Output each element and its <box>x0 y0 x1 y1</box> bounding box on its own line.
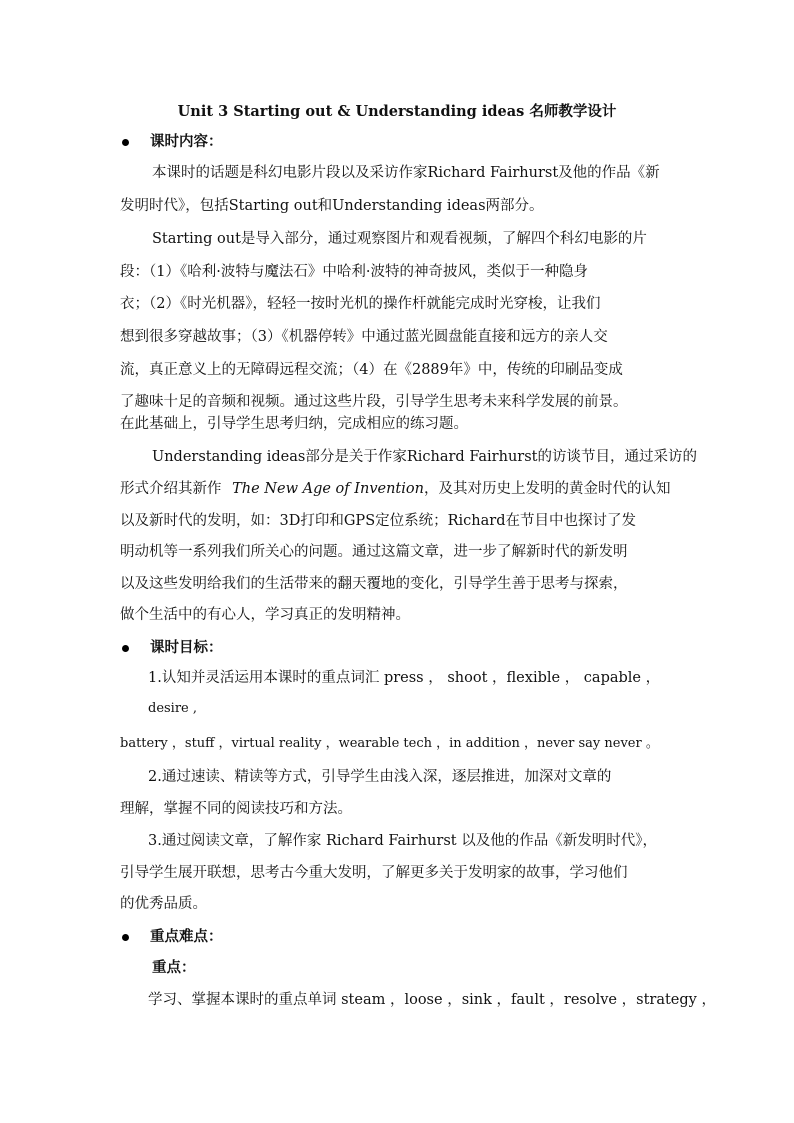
section-heading-content: 课时内容： <box>150 133 223 150</box>
paragraph-line: 段：（1）《哈利·波特与魔法石》中哈利·波特的神奇披风，类似于一种隐身 <box>120 264 588 280</box>
paragraph-line <box>120 479 670 499</box>
paragraph-line: 了趣味十足的音频和视频。通过这些片段，引导学生思考未来科学发展的前景。 <box>120 394 628 410</box>
document-title: Unit 3 Starting out & Understanding ideas 名师教学设计 <box>177 103 617 120</box>
book-title: The New Age of Invention <box>232 481 424 497</box>
paragraph-text: ，及其对历史上发明的黄金时代的认知 <box>423 481 671 497</box>
section-heading-goals: 课时目标： <box>150 639 223 656</box>
paragraph-line: 以及新时代的发明，如：3D打印和GPS定位系统；Richard在节目中也探讨了发 <box>120 513 636 529</box>
subheading-key: 重点： <box>152 959 196 976</box>
paragraph-line: 学习、掌握本课时的重点单词 steam ，loose ，sink ，fault ，resolve ，strategy ， <box>148 992 716 1008</box>
paragraph-line: 想到很多穿越故事；（3）《机器停转》中通过蓝光圆盘能直接和远方的亲人交 <box>120 329 608 345</box>
section-heading-key: 重点难点： <box>150 928 223 945</box>
goal-line: 3.通过阅读文章，了解作家 Richard Fairhurst 以及他的作品《新发明时代》， <box>148 833 657 849</box>
paragraph-line: 流，真正意义上的无障碍远程交流；（4）在《2889年》中，传统的印刷品变成 <box>120 362 623 378</box>
goal-line: 1.认知并灵活运用本课时的重点词汇 press ， shoot ，flexible ， capable ， <box>148 670 661 686</box>
goal-line: 理解，掌握不同的阅读技巧和方法。 <box>120 801 352 817</box>
paragraph-line: 发明时代》，包括Starting out和Understanding ideas两部分。 <box>120 198 544 214</box>
goal-line: 的优秀品质。 <box>120 896 207 912</box>
goal-line: 2.通过速读、精读等方式，引导学生由浅入深，逐层推进，加深对文章的 <box>148 769 612 785</box>
goal-line: 引导学生展开联想，思考古今重大发明，了解更多关于发明家的故事，学习他们 <box>120 865 628 881</box>
paragraph-line: Starting out是导入部分，通过观察图片和观看视频，了解四个科幻电影的片 <box>152 231 647 247</box>
bullet-icon <box>122 645 129 652</box>
goal-line: desire , <box>148 701 198 716</box>
bullet-icon <box>122 139 129 146</box>
goal-line: battery ，stuff ，virtual reality ，wearable tech ，in addition ，never say never 。 <box>120 736 659 751</box>
paragraph-line: 衣；（2）《时光机器》，轻轻一按时光机的操作杆就能完成时光穿梭，让我们 <box>120 296 601 312</box>
paragraph-line: 本课时的话题是科幻电影片段以及采访作家Richard Fairhurst及他的作品《新 <box>152 165 660 181</box>
paragraph-line: 明动机等一系列我们所关心的问题。通过这篇文章，进一步了解新时代的新发明 <box>120 544 628 560</box>
paragraph-line: 以及这些发明给我们的生活带来的翻天覆地的变化，引导学生善于思考与探索， <box>120 576 628 592</box>
paragraph-text: 形式介绍其新作 <box>120 481 222 497</box>
bullet-icon <box>122 934 129 941</box>
paragraph-line: 做个生活中的有心人，学习真正的发明精神。 <box>120 607 410 623</box>
paragraph-line: Understanding ideas部分是关于作家Richard Fairhurst的访谈节目，通过采访的 <box>152 449 697 465</box>
paragraph-line: 在此基础上，引导学生思考归纳，完成相应的练习题。 <box>120 416 468 432</box>
